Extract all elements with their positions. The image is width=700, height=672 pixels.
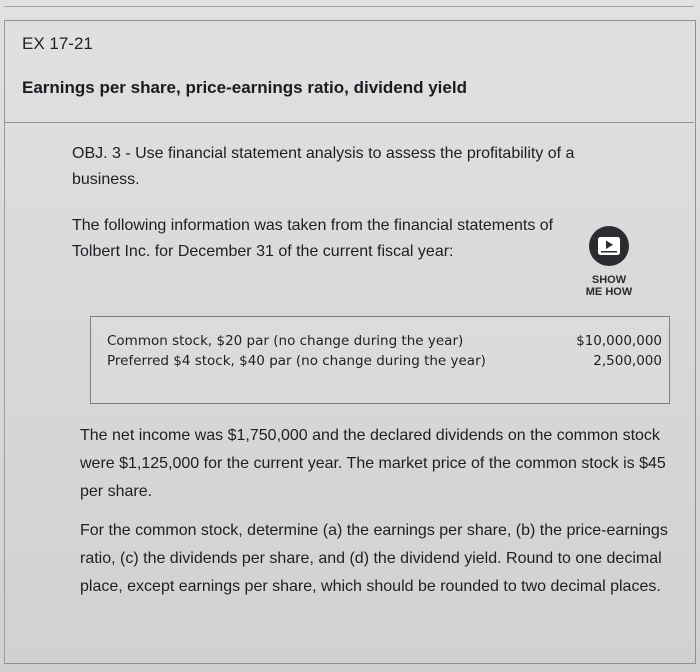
show-me-how-button[interactable] xyxy=(578,226,640,298)
show-me-how-label-line2: ME HOW xyxy=(585,286,633,298)
row-amount: 2,500,000 xyxy=(593,353,662,369)
video-play-icon xyxy=(589,226,629,266)
net-income-paragraph: The net income was $1,750,000 and the declared dividends on the common stock were $1,125,000 for the current year. The market price of the common stock is $45 per share. xyxy=(80,427,666,500)
top-rule xyxy=(4,6,694,7)
header-divider xyxy=(4,122,694,123)
stock-info-table xyxy=(90,316,670,404)
task-paragraph: For the common stock, determine (a) the earnings per share, (b) the price-earnings ratio, (c) the dividends per share, and (d) the dividend yield. Round to one decimal place, except earnings per share, which should be rounded to two decimal places. xyxy=(80,522,668,595)
row-amount: $10,000,000 xyxy=(576,333,662,349)
objective-text: OBJ. 3 - Use financial statement analysis to assess the profitability of a business. xyxy=(72,145,575,188)
intro-text: The following information was taken from the financial statements of Tolbert Inc. for December 31 of the current fiscal year: xyxy=(72,217,554,260)
show-me-how-label-line1: SHOW xyxy=(591,274,627,286)
exercise-number: EX 17-21 xyxy=(22,34,93,53)
exercise-title: Earnings per share, price-earnings ratio, dividend yield xyxy=(22,78,467,97)
row-label: Preferred $4 stock, $40 par (no change during the year) xyxy=(107,353,486,369)
row-label: Common stock, $20 par (no change during the year) xyxy=(107,333,464,349)
